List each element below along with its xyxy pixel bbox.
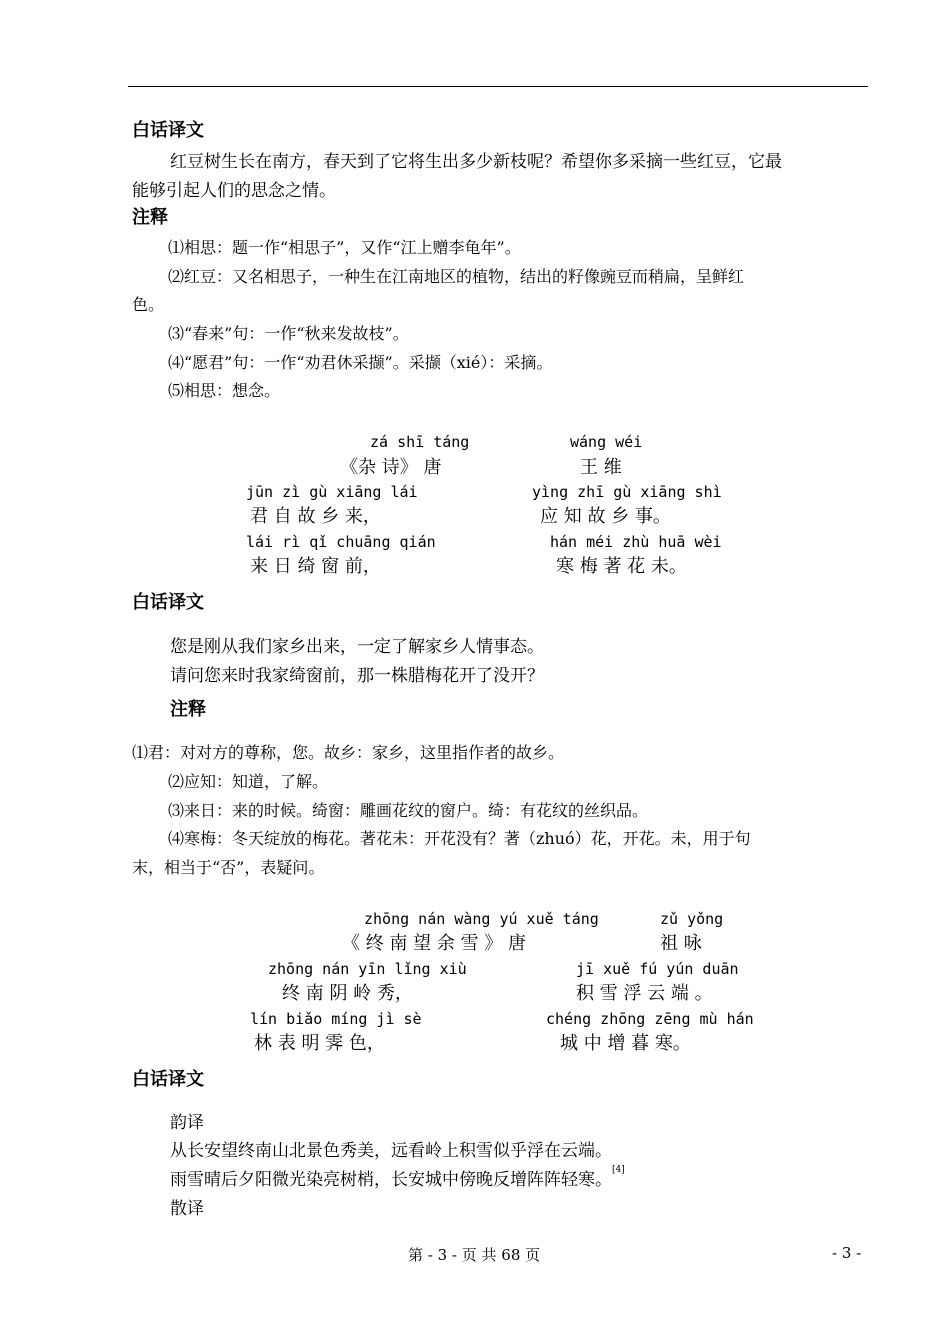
note-line: ⑸相思：想念。 <box>168 381 281 400</box>
paragraph-line: 韵译 <box>170 1113 204 1133</box>
poem-author: 王 维 <box>580 457 622 478</box>
poem-line-pinyin: chéng zhōng zēng mù hán <box>546 1010 754 1028</box>
poem-line: 积 雪 浮 云 端 。 <box>576 983 713 1004</box>
note-line: ⑵红豆：又名相思子，一种生在江南地区的植物，结出的籽像豌豆而稍扁，呈鲜红 <box>168 267 745 286</box>
poem-author-pinyin: zǔ yǒng <box>660 910 724 928</box>
note-line: ⑴相思：题一作“相思子”，又作“江上赠李龟年”。 <box>168 238 521 257</box>
paragraph-line: 能够引起人们的思念之情。 <box>132 181 336 201</box>
paragraph-text: 雨雪晴后夕阳微光染亮树梢，长安城中傍晚反增阵阵轻寒。 <box>170 1170 612 1190</box>
page-footer-right: - 3 - <box>832 1244 862 1262</box>
poem-line-pinyin: jī xuě fú yún duān <box>576 960 739 978</box>
poem-line: 终 南 阴 岭 秀， <box>282 983 413 1004</box>
poem-line-pinyin: lái rì qǐ chuāng qián <box>246 533 436 551</box>
poem-line-pinyin: hán méi zhù huā wèi <box>550 533 722 551</box>
paragraph-line: 红豆树生长在南方，春天到了它将生出多少新枝呢？希望你多采摘一些红豆，它最 <box>170 152 782 172</box>
paragraph-line: 请问您来时我家绮窗前，那一株腊梅花开了没开？ <box>170 666 544 686</box>
poem-line-pinyin: yìng zhī gù xiāng shì <box>532 483 722 501</box>
paragraph-line <box>170 1165 625 1190</box>
poem-line: 来 日 绮 窗 前， <box>250 556 381 577</box>
page-footer-center: 第 - 3 - 页 共 68 页 <box>408 1246 541 1264</box>
notes-heading: 注释 <box>132 207 168 228</box>
notes-heading: 注释 <box>170 699 206 720</box>
poem-line: 城 中 增 暮 寒。 <box>560 1033 691 1054</box>
section-heading: 白话译文 <box>132 120 204 141</box>
poem-title: 《 终 南 望 余 雪 》 唐 <box>342 933 527 954</box>
note-line: 末，相当于“否”，表疑问。 <box>132 858 325 877</box>
poem-line-pinyin: zhōng nán yīn lǐng xiù <box>268 960 467 978</box>
section-heading: 白话译文 <box>132 592 204 613</box>
footnote-ref: [4] <box>612 1165 625 1175</box>
note-line: ⑷“愿君”句：一作“劝君休采撷”。采撷（xié）：采摘。 <box>168 353 553 372</box>
poem-line: 君 自 故 乡 来， <box>250 506 381 527</box>
note-line: ⑶来日：来的时候。绮窗：雕画花纹的窗户。绮：有花纹的丝织品。 <box>168 801 649 820</box>
paragraph-line: 散译 <box>170 1199 204 1219</box>
poem-line: 林 表 明 霁 色， <box>254 1033 385 1054</box>
poem-line-pinyin: jūn zì gù xiāng lái <box>246 483 418 501</box>
note-line: ⑵应知：知道，了解。 <box>168 772 329 791</box>
paragraph-line: 从长安望终南山北景色秀美，远看岭上积雪似乎浮在云端。 <box>170 1141 612 1161</box>
poem-author: 祖 咏 <box>660 933 702 954</box>
poem-line: 应 知 故 乡 事。 <box>540 506 671 527</box>
header-rule <box>128 86 868 87</box>
section-heading: 白话译文 <box>132 1069 204 1090</box>
note-line: 色。 <box>132 295 165 314</box>
poem-title: 《杂 诗》 唐 <box>340 457 442 478</box>
note-line: ⑷寒梅：冬天绽放的梅花。著花未：开花没有？著（zhuó）花，开花。未，用于句 <box>168 829 751 848</box>
paragraph-line: 您是刚从我们家乡出来，一定了解家乡人情事态。 <box>170 637 544 657</box>
poem-author-pinyin: wáng wéi <box>570 433 643 451</box>
note-line: ⑴君：对对方的尊称，您。故乡：家乡，这里指作者的故乡。 <box>132 743 565 762</box>
poem-title-pinyin: zá shī táng <box>370 433 470 451</box>
note-line: ⑶“春来”句：一作“秋来发故枝”。 <box>168 324 409 343</box>
poem-line-pinyin: lín biǎo míng jì sè <box>250 1010 422 1028</box>
poem-line: 寒 梅 著 花 未。 <box>556 556 687 577</box>
poem-title-pinyin: zhōng nán wàng yú xuě táng <box>364 910 599 928</box>
